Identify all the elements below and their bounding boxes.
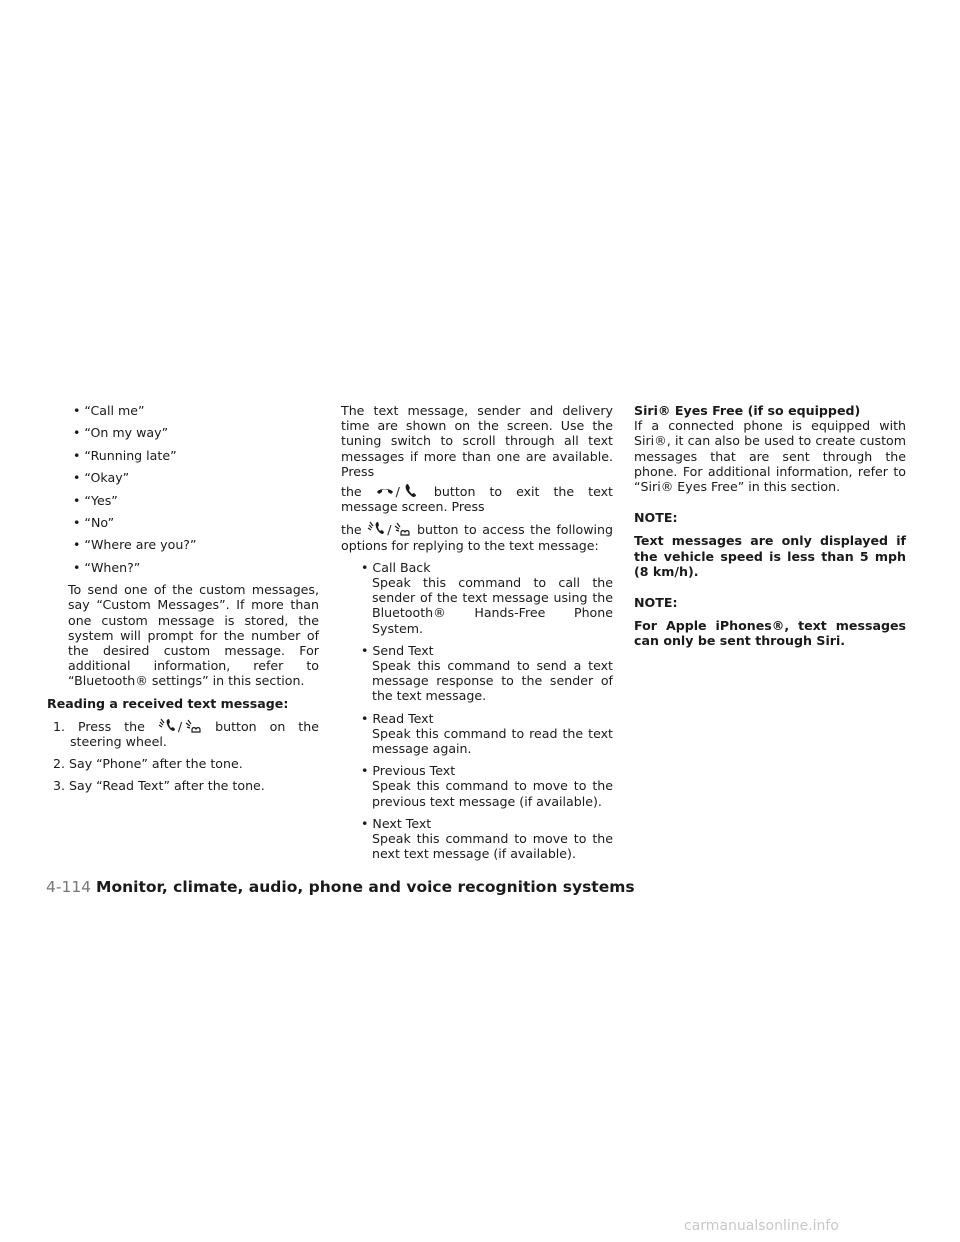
option-desc: Speak this command to move to the previous text message (if available). <box>372 778 613 809</box>
column-right <box>634 403 906 656</box>
note-label: NOTE: <box>634 510 678 526</box>
watermark: carmanualsonline.info <box>684 1218 839 1234</box>
step-number: 1. <box>53 718 66 734</box>
list-item: • “Yes” <box>73 492 118 508</box>
page-footer <box>46 878 635 896</box>
talk-phone-icon <box>367 521 385 537</box>
reading-text-heading: Reading a received text message: <box>47 695 289 711</box>
list-item: • “On my way” <box>73 425 169 441</box>
step-text: Press the <box>78 718 145 734</box>
access-paragraph: the / button to access the following options for replying to the text message: <box>341 522 613 553</box>
hang-up-icon <box>376 483 394 499</box>
option-title: • Previous Text <box>361 763 456 779</box>
note-text: Text messages are only displayed if the vehicle speed is less than 5 mph (8 km/h). <box>634 533 906 579</box>
option-next-text <box>361 816 613 862</box>
the-text: the <box>341 484 362 500</box>
section-title: Monitor, climate, audio, phone and voice recognition systems <box>96 878 635 896</box>
voice-recognition-icon <box>184 718 202 734</box>
access-text: button to access the following options for replying to the text message: <box>341 522 613 553</box>
option-title: • Send Text <box>361 642 434 658</box>
option-read-text <box>361 711 613 757</box>
list-item: • “Call me” <box>73 403 145 418</box>
option-send-text <box>361 643 613 704</box>
siri-paragraph: If a connected phone is equipped with Siri®, it can also be used to create custom messages that are sent through the phone. For additional information, refer to “Siri® Eyes Free” in this section. <box>634 418 906 495</box>
list-item: • “When?” <box>73 559 141 575</box>
step-1: 1. Press the / button on the steering wheel. <box>53 718 319 749</box>
option-title: • Read Text <box>361 710 434 726</box>
intro-text: The text message, sender and delivery time are shown on the screen. Use the tuning switch to scroll through all text messages if more than one are available. Press <box>341 403 613 479</box>
column-left <box>47 403 319 801</box>
intro-paragraph <box>341 403 613 479</box>
step-text: button on the steering wheel. <box>70 718 319 749</box>
option-previous-text <box>361 763 613 809</box>
page-number: 4-114 <box>46 878 92 896</box>
siri-heading: Siri® Eyes Free (if so equipped) <box>634 403 861 418</box>
option-call-back <box>361 560 613 636</box>
column-middle <box>341 403 613 868</box>
voice-recognition-icon <box>393 521 411 537</box>
the-text: the <box>341 522 362 538</box>
note-label: NOTE: <box>634 595 678 611</box>
option-desc: Speak this command to read the text message again. <box>372 725 613 757</box>
phone-handset-icon <box>402 483 420 499</box>
list-item: • “Where are you?” <box>73 537 197 553</box>
list-item: • “Okay” <box>73 470 130 486</box>
option-title: • Call Back <box>361 559 431 575</box>
list-item: • “Running late” <box>73 447 177 463</box>
option-title: • Next Text <box>361 815 432 831</box>
note-text: For Apple iPhones®, text messages can only be sent through Siri. <box>634 618 906 649</box>
exit-text: button to exit the text message screen. Press <box>341 484 613 515</box>
option-desc: Speak this command to send a text message response to the sender of the text message. <box>372 658 613 704</box>
step-2: 2. Say “Phone” after the tone. <box>53 756 243 772</box>
option-desc: Speak this command to move to the next text message (if available). <box>372 831 613 862</box>
custom-messages-paragraph: To send one of the custom messages, say “Custom Messages”. If more than one custom message is stored, the system will prompt for the number of the desired custom message. For additional information, refer to “Bluetooth® settings” in this section. <box>68 582 319 689</box>
option-desc: Speak this command to call the sender of the text message using the Bluetooth® Hands-Free Phone System. <box>372 575 613 636</box>
step-3: 3. Say “Read Text” after the tone. <box>53 778 265 794</box>
talk-phone-icon <box>158 718 176 734</box>
exit-paragraph: the / button to exit the text message screen. Press <box>341 484 613 515</box>
list-item: • “No” <box>73 514 115 530</box>
